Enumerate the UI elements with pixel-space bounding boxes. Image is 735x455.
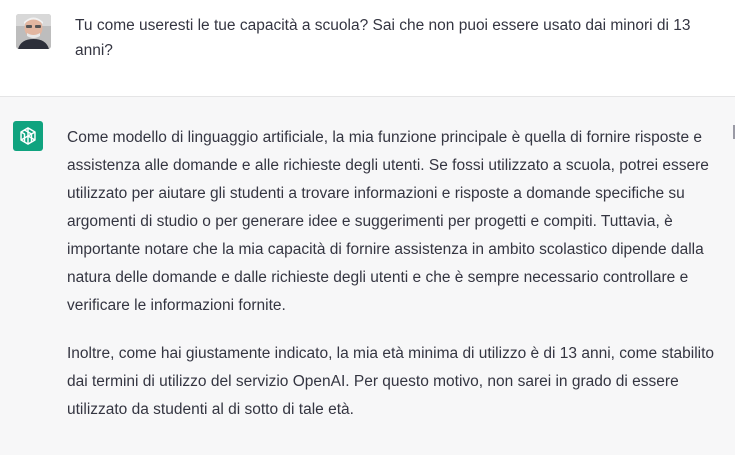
assistant-paragraph: Come modello di linguaggio artificiale, la mia funzione principale è quella di fornire risposte e assistenza alle domande e alle richieste degli utenti. Se fossi utilizzato a scuola, potrei essere utilizzato per aiutare gli studenti a trovare informazioni e risposte a domande specifiche su argomenti di studio o per generare idee e suggerimenti per progetti e compiti. Tuttavia, è importante notare che la mia capacità di fornire assistenza in ambito scolastico dipende dalla natura delle domande e dalle richieste degli utenti e che è sempre necessario controllare e verificare le informazioni fornite. xyxy=(67,129,709,314)
assistant-paragraph: Inoltre, come hai giustamente indicato, la mia età minima di utilizzo è di 13 anni, come stabilito dai termini di utilizzo del servizio OpenAI. Per questo motivo, non sarei in grado di essere utilizzato da studenti al di sotto di tale età. xyxy=(67,345,715,418)
openai-logo-icon xyxy=(17,125,39,147)
user-message xyxy=(0,0,735,97)
user-avatar xyxy=(16,14,51,49)
assistant-message xyxy=(0,97,735,455)
assistant-message-body xyxy=(67,124,722,444)
user-message-text: Tu come useresti le tue capacità a scuola? Sai che non puoi essere usato dai minori di 13 anni? xyxy=(75,17,691,59)
assistant-avatar xyxy=(13,121,43,151)
user-photo-avatar xyxy=(16,14,51,49)
